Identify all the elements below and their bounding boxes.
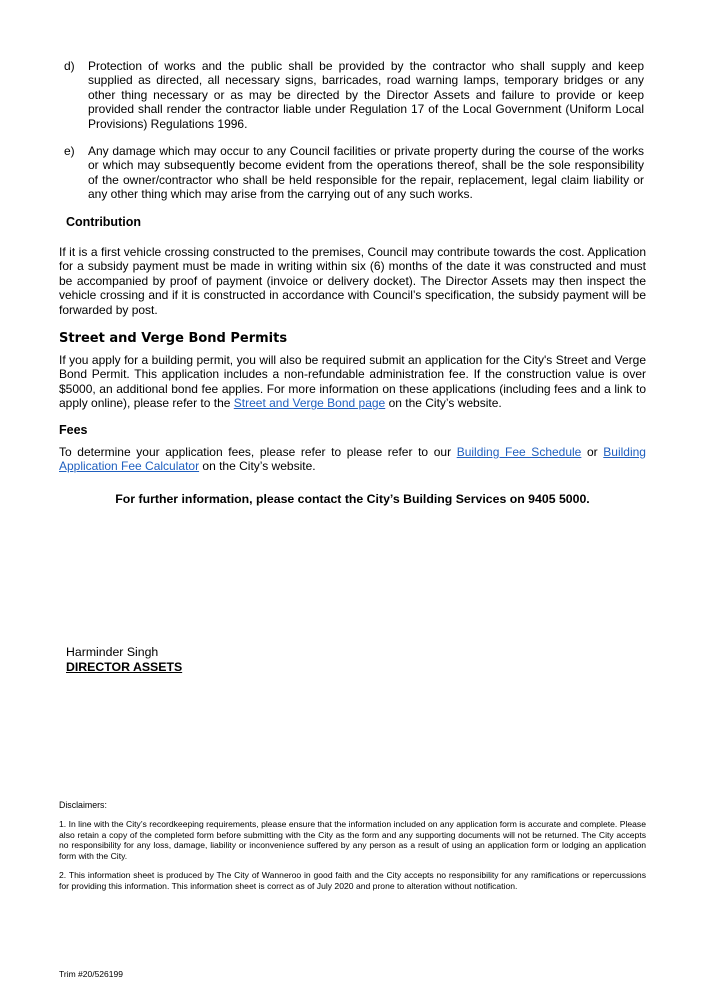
building-fee-schedule-link[interactable]: Building Fee Schedule (456, 445, 582, 459)
disclaimer-1: 1. In line with the City’s recordkeeping requirements, please ensure that the information included on any application form is accurate and complete. Please also retain a copy of the completed form before submitting with the City as the form and any supporting documents will not be returned. The City accepts no responsibility for any loss, damage, liability or inconvenience suffered by any person as a result of using an application form or lodging an application form with the City. (59, 819, 646, 861)
fees-heading: Fees (59, 423, 88, 437)
signatory-name: Harminder Singh (66, 645, 159, 659)
list-marker: e) (64, 144, 75, 158)
list-marker: d) (64, 59, 75, 73)
contribution-heading: Contribution (66, 215, 141, 229)
street-verge-bond-link[interactable]: Street and Verge Bond page (233, 396, 386, 411)
fees-text-mid: or (581, 445, 604, 459)
bond-text-before: If you apply for a building permit, you will also be required submit an application for the City's Street and Verge Bond Permit. This application includes a non-refundable administration fee. If the construction value is over $5000, an additional bond fee applies. For more information on these applications (including fees and a link to apply online), please refer to the (59, 353, 646, 411)
disclaimers-heading: Disclaimers: (59, 800, 107, 810)
list-item-d (64, 59, 644, 131)
list-item-text: Protection of works and the public shall be provided by the contractor who shall supply and keep supplied as directed, all necessary signs, barricades, road warning lamps, temporary bridges or any other thing necessary or as may be directed by the Director Assets and failure to provide or keep provided shall render the contractor liable under Regulation 17 of the Local Government (Uniform Local Provisions) Regulations 1996. (88, 59, 644, 131)
bond-text (59, 353, 646, 411)
bond-text-after: on the City’s website. (385, 396, 502, 411)
list-item-text: Any damage which may occur to any Council facilities or private property during the course of the works or which may subsequently become evident from the operations thereof, shall be the sole responsibility of the owner/contractor who shall be held responsible for the repair, replacement, legal claim liability or any other thing which may arise from the carrying out of any such works. (88, 144, 644, 202)
fees-text-before: To determine your application fees, please refer to please refer to our (59, 445, 457, 459)
bond-heading: Street and Verge Bond Permits (59, 331, 288, 346)
trim-reference: Trim #20/526199 (59, 969, 123, 979)
list-item-e (64, 144, 644, 202)
disclaimer-2: 2. This information sheet is produced by The City of Wanneroo in good faith and the City accepts no responsibility for any ramifications or repercussions for providing this information. This information sheet is correct as of July 2020 and prone to alteration without notification. (59, 870, 646, 891)
contact-line: For further information, please contact the City’s Building Services on 9405 5000. (115, 492, 590, 506)
signatory-title: DIRECTOR ASSETS (66, 660, 183, 674)
fees-text (59, 445, 646, 474)
contribution-text: If it is a first vehicle crossing constructed to the premises, Council may contribute towards the cost. Application for a subsidy payment must be made in writing within six (6) months of the date it was constructed and must be accompanied by proof of payment (invoice or delivery docket). The Director Assets may then inspect the vehicle crossing and if it is constructed in accordance with Council’s specification, the subsidy payment will be forwarded by post. (59, 245, 646, 317)
fee-calculator-link[interactable]: Building Application Fee Calculator (59, 445, 646, 474)
fees-text-after: on the City’s website. (199, 459, 316, 474)
